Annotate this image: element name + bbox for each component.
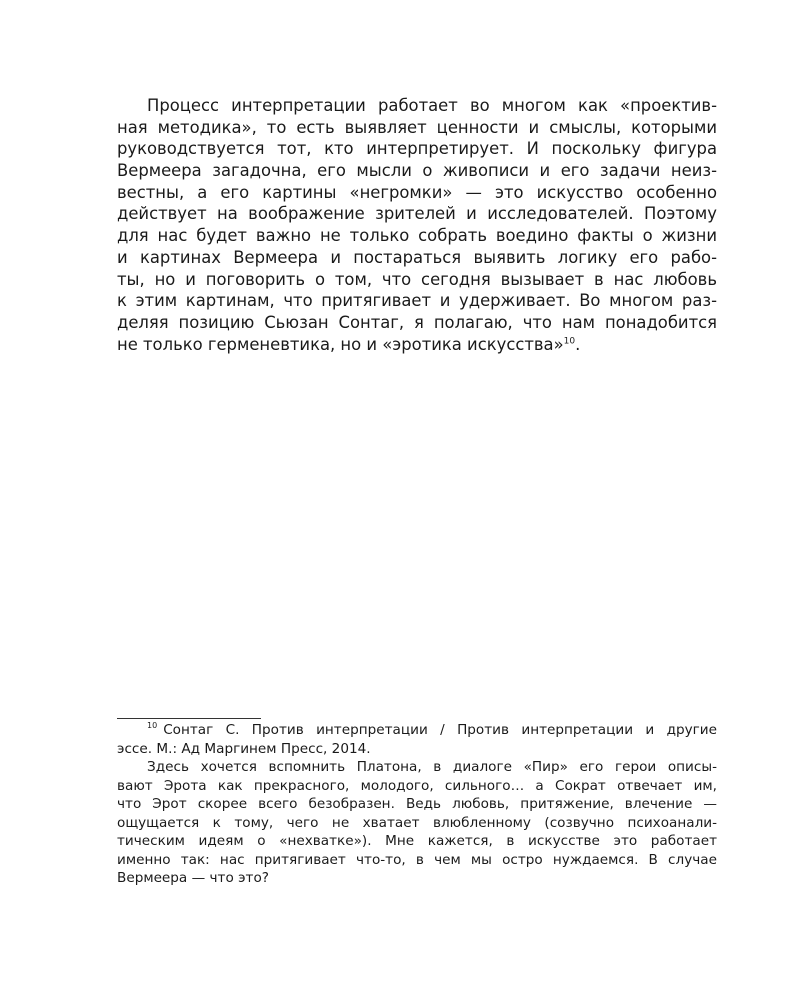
footnote-2-line: Здесь хочется вспомнить Платона, в диалоге «Пир» его герои описы- (147, 759, 717, 775)
footnote-reference[interactable]: 10 (563, 336, 576, 347)
text-line: к этим картинам, что притягивает и удерживает. Во многом раз- (117, 291, 717, 311)
footnote-mark: 10 (147, 721, 158, 731)
text-line-last (117, 334, 717, 356)
end-punctuation: . (575, 334, 581, 354)
footnote-2-line: ощущается к тому, чего не хватает влюбленному (созвучно психоанали- (117, 814, 717, 831)
footnotes (117, 721, 717, 888)
footnote-2-line: Вермеера — что это? (117, 870, 269, 886)
text-line: ты, но и поговорить о том, что сегодня вызывает в нас любовь (117, 269, 717, 289)
text-line: вестны, а его картины «негромки» — это искусство особенно (117, 182, 717, 202)
footnote-10-line: эссе. М.: Ад Маргинем Пресс, 2014. (117, 740, 371, 757)
footnote-2-line: что Эрот скорее всего безобразен. Ведь любовь, притяжение, влечение — (117, 796, 717, 812)
footnote-divider (117, 718, 261, 719)
text-line: Вермеера загадочна, его мысли о живописи и его задачи неиз- (117, 161, 717, 181)
footnote-text: Сонтаг С. Против интерпретации / Против интерпретации и другие (163, 722, 717, 738)
text-line: для нас будет важно не только собрать воедино факты о жизни (117, 226, 717, 246)
text-line: деляя позицию Сьюзан Сонтаг, я полагаю, что нам понадобится (117, 312, 717, 332)
footnote-2-line: именно так: нас притягивает что-то, в чем мы остро нуждаемся. В случае (117, 851, 717, 868)
text-line: руководствуется тот, кто интерпретирует. И поскольку фигура (117, 139, 717, 159)
footnote-10-line (117, 721, 717, 740)
text-line: и картинах Вермеера и постараться выявить логику его рабо- (117, 247, 717, 267)
text-line: ная методика», то есть выявляет ценности и смыслы, которыми (117, 117, 717, 137)
text-line: Процесс интерпретации работает во многом как «проектив- (147, 96, 717, 115)
footnote-2-line: тическим идеям о «нехватке»). Мне кажется, в искусстве это работает (117, 833, 717, 849)
main-paragraph (117, 95, 717, 355)
footnote-2-line: вают Эрота как прекрасного, молодого, сильного… а Сократ отвечает им, (117, 777, 717, 794)
text-line: действует на воображение зрителей и исследователей. Поэтому (117, 204, 717, 224)
text-line-content: не только герменевтика, но и «эротика искусства» (117, 334, 564, 354)
